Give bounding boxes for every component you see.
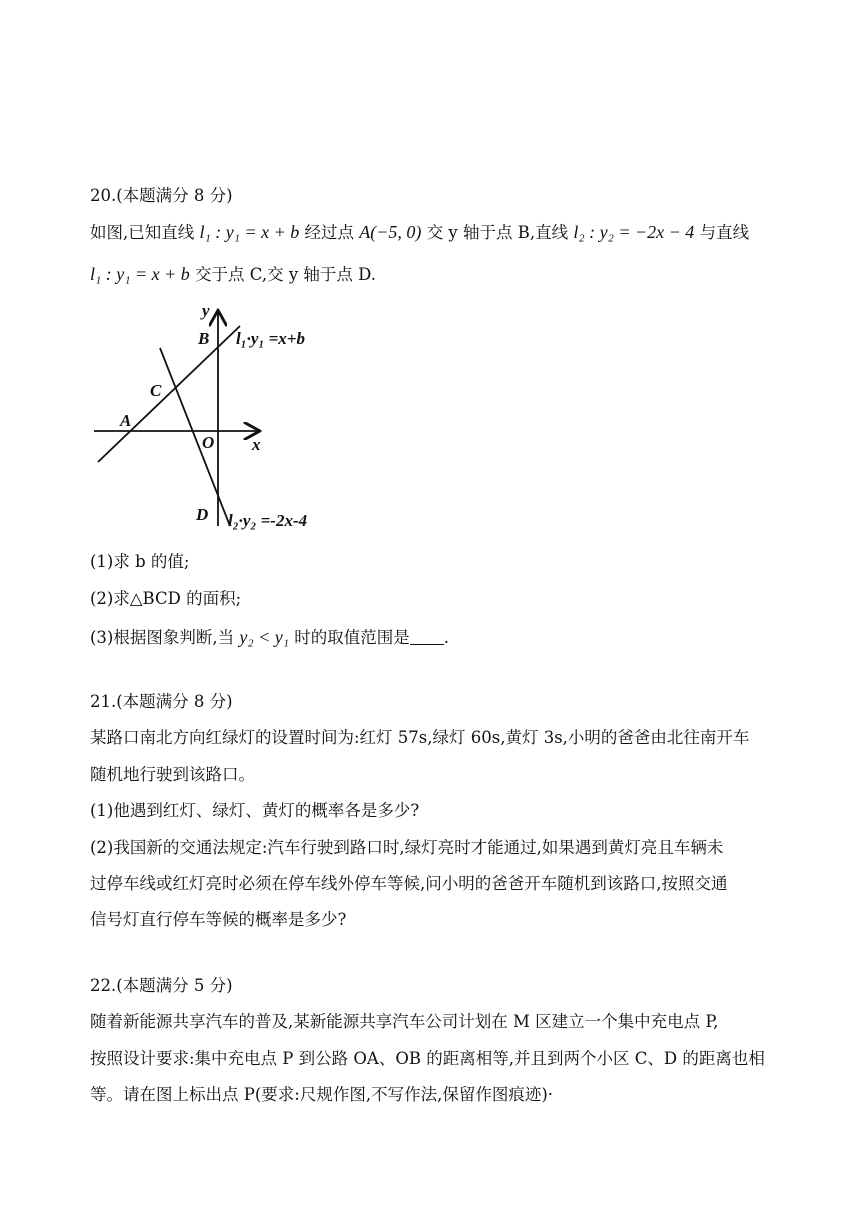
q20-part3-text-c: .: [443, 628, 450, 647]
q21-header: 21.(本题满分 8 分): [90, 692, 233, 711]
q20-stem-text-d: 与直线: [699, 223, 750, 242]
q20-l1-expression-again: l₁ : y₁ = x + b: [90, 264, 190, 284]
q20-part3-condition: y₂ < y₁: [239, 627, 290, 647]
q20-stem-line1: [90, 221, 780, 244]
q20-stem-line2: [90, 263, 780, 286]
label-c: C: [150, 381, 162, 400]
q20-part3-text-a: (3)根据图象判断,当: [90, 628, 235, 647]
q20-l1-expression: l₁ : y₁ = x + b: [199, 222, 300, 242]
label-d: D: [196, 505, 209, 524]
label-o: O: [202, 433, 215, 452]
q20-stem-text-c: 交 y 轴于点 B,直线: [426, 223, 569, 242]
q21-stem-line2: 随机地行驶到该路口。: [90, 765, 255, 784]
q20-graph-svg: [90, 298, 346, 538]
line-l2: [160, 348, 230, 526]
q21-part2-line2: 过停车线或红灯亮时必须在停车线外停车等候,问小明的爸爸开车随机到该路口,按照交通: [90, 874, 728, 893]
label-b: B: [198, 329, 210, 348]
q20-stem-text-b: 经过点: [304, 223, 355, 242]
label-x: x: [252, 435, 261, 454]
q20-stem-text-e: 交于点 C,交 y 轴于点 D.: [195, 265, 377, 284]
label-y: y: [202, 301, 210, 320]
q22-stem-line2: 按照设计要求:集中充电点 P 到公路 OA、OB 的距离相等,并且到两个小区 C、D 的距离也相: [90, 1049, 765, 1068]
label-a: A: [120, 411, 132, 430]
q20-part2: (2)求△BCD 的面积;: [90, 589, 242, 608]
q20-point-a: A(−5, 0): [359, 222, 422, 242]
q21-part2-line1: (2)我国新的交通法规定:汽车行驶到路口时,绿灯亮时才能通过,如果遇到黄灯亮且车辆未: [90, 838, 724, 857]
q20-graph-figure: [90, 298, 346, 538]
q20-header: 20.(本题满分 8 分): [90, 186, 233, 205]
q20-part3: [90, 626, 780, 649]
q20-part3-text-b: 时的取值范围是: [294, 628, 410, 647]
q22-stem-line3: 等。请在图上标出点 P(要求:尺规作图,不写作法,保留作图痕迹)·: [90, 1085, 554, 1104]
label-l2-equation: l₂·y₂ =-2x-4: [228, 511, 308, 530]
q20-stem-text-a: 如图,已知直线: [90, 223, 195, 242]
label-l1-equation: l₁·y₁ =x+b: [236, 329, 305, 348]
q20-part1: (1)求 b 的值;: [90, 552, 190, 571]
q21-stem-line1: 某路口南北方向红绿灯的设置时间为:红灯 57s,绿灯 60s,黄灯 3s,小明的爸爸由北往南开车: [90, 728, 750, 747]
q21-part1: (1)他遇到红灯、绿灯、黄灯的概率各是多少?: [90, 801, 420, 820]
q22-header: 22.(本题满分 5 分): [90, 976, 233, 995]
q21-part2-line3: 信号灯直行停车等候的概率是多少?: [90, 910, 347, 929]
answer-blank[interactable]: [410, 628, 444, 645]
q20-l2-expression: l₂ : y₂ = −2x − 4: [573, 222, 695, 242]
q22-stem-line1: 随着新能源共享汽车的普及,某新能源共享汽车公司计划在 M 区建立一个集中充电点 P,: [90, 1012, 719, 1031]
